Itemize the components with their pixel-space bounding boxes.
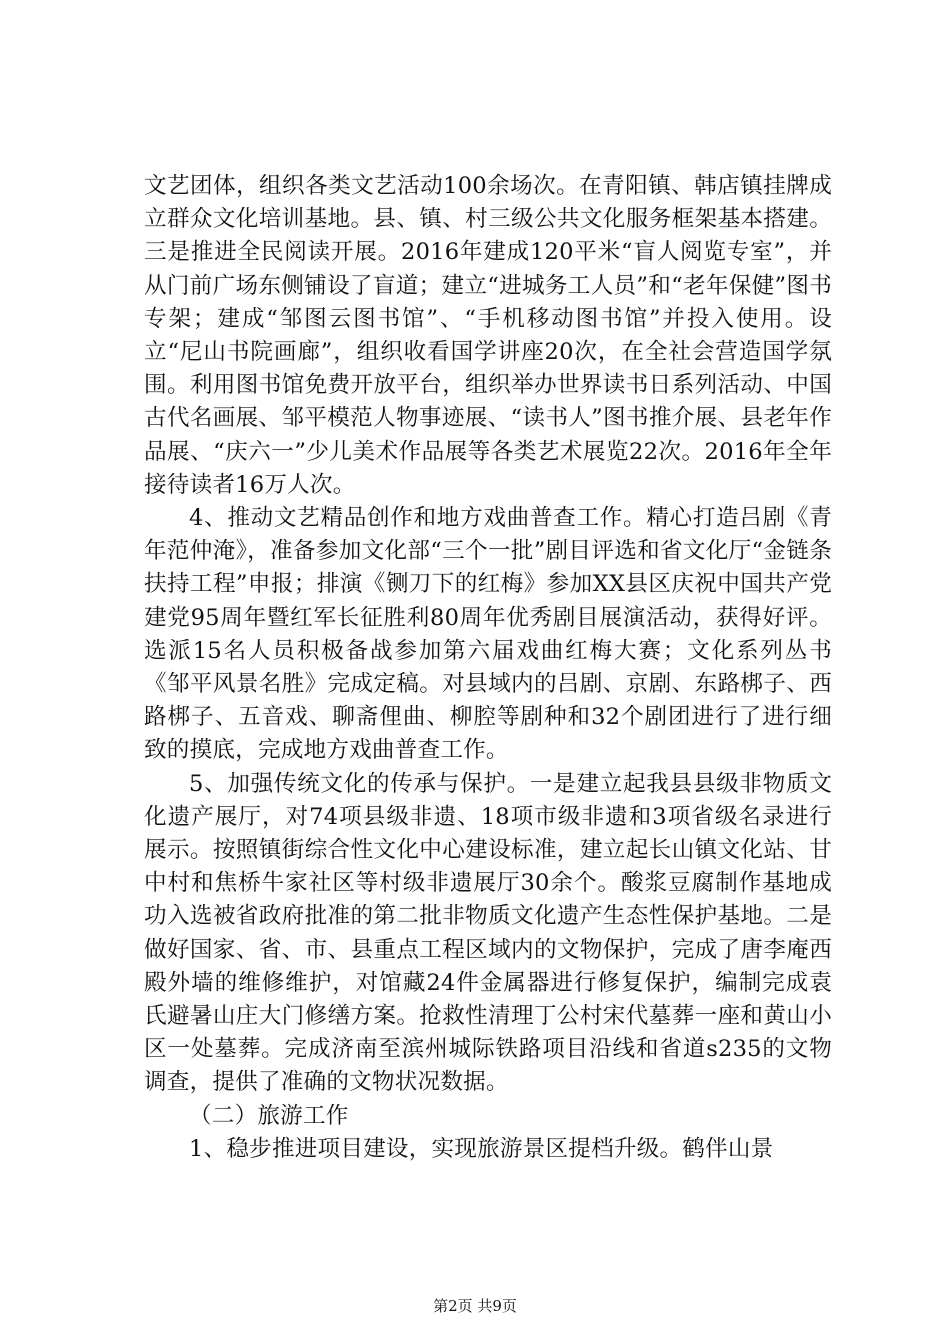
paragraph-opera-work: 4、推动文艺精品创作和地方戏曲普查工作。精心打造吕剧《青年范仲淹》，准备参加文化部“三个一批”剧目评选和省文化厅“金链条扶持工程”申报；排演《铡刀下的红梅》参加XX县区庆祝中国共产党建党95周年暨红军长征胜利80周年优秀剧目展演活动，获得好评。选派15名人员积极备战参加第六届戏曲红梅大赛；文化系列丛书《邹平风景名胜》完成定稿。对县域内的吕剧、京剧、东路梆子、西路梆子、五音戏、聊斋俚曲、柳腔等剧种和32个剧团进行了进行细致的摸底，完成地方戏曲普查工作。	[144, 505, 832, 764]
paragraph-continuation: 文艺团体，组织各类文艺活动100余场次。在青阳镇、韩店镇挂牌成立群众文化培训基地。县、镇、村三级公共文化服务框架基本搭建。三是推进全民阅读开展。2016年建成120平米“盲人阅览专室”，并从门前广场东侧铺设了盲道；建立“进城务工人员”和“老年保健”图书专架；建成“邹图云图书馆”、“手机移动图书馆”并投入使用。设立“尼山书院画廊”，组织收看国学讲座20次，在全社会营造国学氛围。利用图书馆免费开放平台，组织举办世界读书日系列活动、中国古代名画展、邹平模范人物事迹展、“读书人”图书推介展、县老年作品展、“庆六一”少儿美术作品展等各类艺术展览22次。2016年全年接待读者16万人次。	[144, 173, 832, 498]
page-footer: 第2页 共9页	[433, 1297, 517, 1315]
paragraph-heritage-protection: 5、加强传统文化的传承与保护。一是建立起我县县级非物质文化遗产展厅，对74项县级非遗、18项市级非遗和3项省级名录进行展示。按照镇街综合性文化中心建设标准，建立起长山镇文化站、甘中村和焦桥牛家社区等村级非遗展厅30余个。酸浆豆腐制作基地成功入选被省政府批准的第二批非物质文化遗产生态性保护基地。二是做好国家、省、市、县重点工程区域内的文物保护，完成了唐李庵西殿外墙的维修维护，对馆藏24件金属器进行修复保护，编制完成袁氏避暑山庄大门修缮方案。抢救性清理丁公村宋代墓葬一座和黄山小区一处墓葬。完成济南至滨州城际铁路项目沿线和省道s235的文物调查，提供了准确的文物状况数据。	[144, 770, 832, 1096]
document-body	[144, 170, 832, 1166]
paragraph-tourism-projects: 1、稳步推进项目建设，实现旅游景区提档升级。鹤伴山景	[189, 1135, 774, 1162]
section-heading: （二）旅游工作	[189, 1102, 349, 1129]
